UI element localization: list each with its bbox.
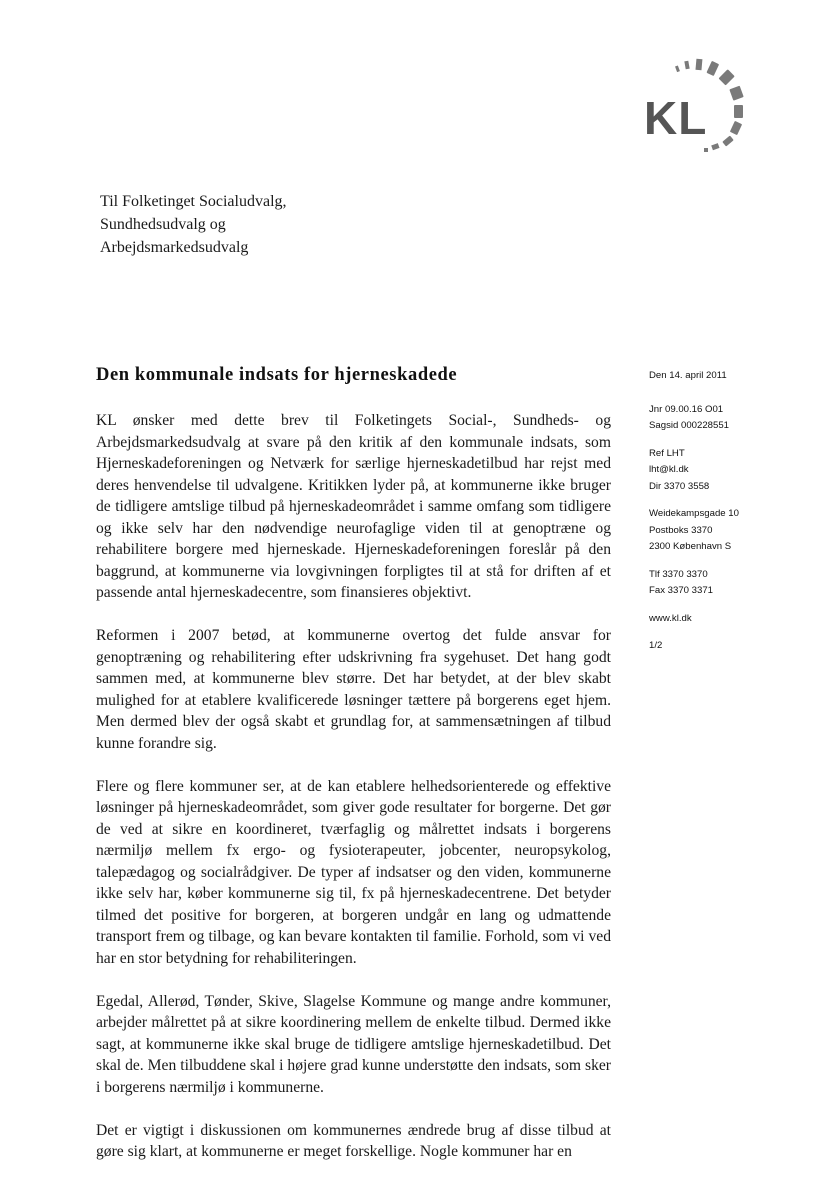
- letter-sidebar: [649, 368, 819, 655]
- body-paragraph: Det er vigtigt i diskussionen om kommunernes ændrede brug af disse tilbud at gøre sig klart, at kommunerne er meget forskellige. Nogle kommuner har en: [96, 1121, 611, 1160]
- kl-logo: [640, 52, 760, 162]
- website: www.kl.dk: [649, 612, 692, 624]
- body-paragraph: KL ønsker med dette brev til Folketingets Social-, Sundheds- og Arbejdsmarkedsudvalg at svare på den kritik af den kommunale indsats, som Hjerneskadeforeningen og Netværk for særlige hjerneskadetilbud har rejst med deres henvendelse til udvalgene. Kritikken lyder på, at kommunerne ikke bruger de tidligere amtslige tilbud på hjerneskadeområdet i samme omfang som tidligere og ikke selv har den nødvendige neurofaglige viden til at genoptræne og rehabilitere borgere med hjerneskade. Hjerneskadeforeningen foreslår på den baggrund, at kommunerne via lovgivningen forpligtes til at stå for driften af et passende antal hjerneskadecentre, som finansieres objektivt.: [96, 412, 611, 601]
- addressee-line: Sundhedsudvalg og: [100, 216, 226, 233]
- body-paragraph: Egedal, Allerød, Tønder, Skive, Slagelse Kommune og mange andre kommuner, arbejder målrettet på at sikre koordinering mellem de enkelte tilbud. Dermed ikke sagt, at kommunerne ikke skal bruge de tidligere amtslige hjerneskadetilbud. Det skal de. Men tilbuddene skal i højere grad kunne understøtte den indsats, som sker i borgerens nærmiljø i kommunerne.: [96, 992, 611, 1096]
- case-id: Sagsid 000228551: [649, 420, 730, 431]
- postal-city: 2300 København S: [649, 541, 732, 552]
- direct-phone: Dir 3370 3558: [649, 480, 710, 492]
- logo-letters: KL: [644, 92, 708, 144]
- journal-number: Jnr 09.00.16 O01: [649, 403, 724, 415]
- email-address: lht@kl.dk: [649, 464, 689, 475]
- po-box: Postboks 3370: [649, 524, 713, 536]
- reference: Ref LHT: [649, 447, 685, 459]
- body-paragraph: Reformen i 2007 betød, at kommunerne overtog det fulde ansvar for genoptræning og rehabilitering efter udskrivning fra sygehuset. Det hang godt sammen med, at kommunerne blev større. Det har betydet, at der blev skabt mulighed for at etablere kvalificerede løsninger tættere på borgerens eget hjem. Men dermed blev der også skabt et grundlag for, at sammensætningen af tilbud kunne forandre sig.: [96, 627, 611, 752]
- addressee-block: [100, 190, 420, 259]
- addressee-line: Til Folketinget Socialudvalg,: [100, 193, 287, 210]
- page-number: 1/2: [649, 640, 663, 651]
- letter-title: Den kommunale indsats for hjerneskadede: [96, 365, 458, 385]
- body-paragraph: Flere og flere kommuner ser, at de kan etablere helhedsorienterede og effektive løsninger på hjerneskadeområdet, som giver gode resultater for borgerne. Det gør de ved at sikre en koordineret, tværfaglig og målrettet indsats i borgerens nærmiljø mellem fx ergo- og fysioterapeuter, jobcenter, neuropsykolog, talepædagog og socialrådgiver. De typer af indsatser og den viden, kommunerne ikke selv har, køber kommunerne sig til, fx på hjerneskadecentrene. Det betyder tilmed det positive for borgeren, at borgeren undgår en lang og udmattende transport frem og tilbage, og kan bevare kontakten til familie. Forhold, som vi ved har en stor betydning for rehabiliteringen.: [96, 777, 611, 967]
- addressee-line: Arbejdsmarkedsudvalg: [100, 239, 249, 256]
- telephone: Tlf 3370 3370: [649, 568, 708, 580]
- letter-body: [96, 410, 611, 1184]
- letter-date: Den 14. april 2011: [649, 370, 727, 381]
- street-address: Weidekampsgade 10: [649, 508, 739, 519]
- fax: Fax 3370 3371: [649, 585, 714, 596]
